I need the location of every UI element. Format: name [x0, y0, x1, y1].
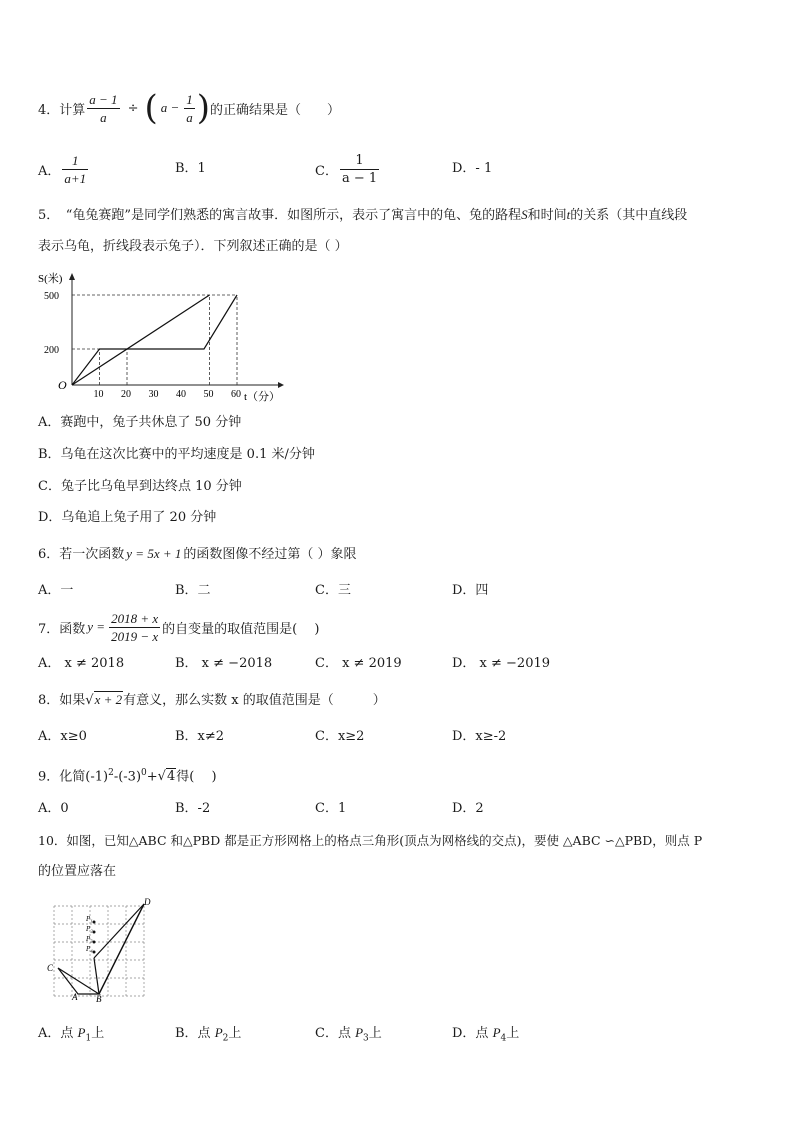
- x-tick-label: 10: [93, 389, 104, 400]
- y-axis-label: S(米): [38, 273, 63, 285]
- question-10-stem-line1: 10．如图，已知△ABC 和△PBD 都是正方形网格上的格点三角形(顶点为网格线的交点)，要使 △ABC ∽△PBD，则点 P: [38, 833, 703, 848]
- q10-option-a[interactable]: A．点 $P_1$上: [38, 1025, 105, 1044]
- tortoise-hare-chart: [36, 268, 286, 404]
- q7-option-c[interactable]: C． x ≠ 2019: [315, 656, 402, 671]
- hare-polyline: [72, 295, 237, 385]
- label-p2: P₂: [86, 925, 93, 933]
- q4-fraction-1: $\frac{a - 1}{a}$: [89, 91, 118, 125]
- q4-option-d[interactable]: D．- 1: [452, 161, 493, 176]
- series-group: [72, 295, 237, 385]
- q5-option-d[interactable]: D．乌龟追上兔子用了 20 分钟: [38, 510, 217, 525]
- point-p2: [93, 931, 96, 934]
- q4-option-a-fraction: $\frac{1}{a+1}$: [64, 152, 87, 186]
- q7-option-d[interactable]: D． x ≠ −2019: [452, 656, 551, 671]
- q4-option-b[interactable]: B．1: [175, 161, 206, 176]
- q6-formula: y = 5x + 1: [126, 546, 182, 561]
- q4-prefix: 4．计算: [38, 102, 86, 118]
- q8-option-d[interactable]: D．x≥-2: [452, 729, 507, 744]
- y-tick-label: 200: [44, 345, 59, 356]
- q4-left-paren: (: [144, 88, 158, 128]
- label-p1: P₁: [86, 915, 93, 923]
- label-b: B: [96, 994, 102, 1002]
- label-p3: P₃: [86, 935, 93, 943]
- q9-sqrt: √4: [157, 769, 176, 785]
- x-tick-label: 20: [121, 389, 131, 400]
- q10-option-d[interactable]: D．点 $P_4$上: [452, 1025, 520, 1044]
- q4-fraction-2: $\frac{1}{a}$: [186, 91, 193, 125]
- triangle-abc: [58, 968, 99, 994]
- question-5-stem-line2: 表示乌龟，折线段表示兔子）．下列叙述正确的是（ ）: [38, 239, 348, 254]
- q8-sqrt: √x + 2: [85, 692, 123, 708]
- x-tick-label: 40: [176, 389, 186, 400]
- segment-bd: [99, 904, 144, 994]
- q7-option-b[interactable]: B． x ≠ −2018: [175, 656, 273, 671]
- question-7-stem: 7．函数 y = $\frac{2018 + x}{2019 - x}$ 的自变量的取值范围是( ): [38, 610, 320, 644]
- q8-option-a[interactable]: A．x≥0: [38, 729, 87, 744]
- q9-option-d[interactable]: D．2: [452, 801, 484, 816]
- q4-option-a[interactable]: A． $\frac{1}{a+1}$: [38, 152, 87, 186]
- q7-fraction: $\frac{2018 + x}{2019 - x}$: [111, 610, 159, 644]
- question-6-stem: 6．若一次函数 y = 5x + 1 的函数图像不经过第（ ）象限: [38, 546, 357, 562]
- segment-bp: [94, 958, 99, 994]
- q6-option-a[interactable]: A．一: [38, 583, 74, 598]
- q9-option-a[interactable]: A．0: [38, 801, 69, 816]
- point-p3: [93, 941, 96, 944]
- y-axis-arrow: [69, 273, 75, 280]
- question-10-stem-line2: 的位置应落在: [38, 864, 117, 879]
- q4-divide-sign: ÷: [127, 100, 139, 116]
- question-9-stem: 9．化简$(-1)^2-(-3)^0+√4$得( ): [38, 768, 217, 785]
- label-p4: P₄: [86, 945, 93, 953]
- point-p1: [93, 921, 96, 924]
- grid-triangle-figure: [44, 896, 156, 1002]
- q4-suffix: 的正确结果是（ ）: [210, 102, 341, 118]
- y-tick-label: 500: [44, 291, 59, 302]
- q10-option-c[interactable]: C．点 $P_3$上: [315, 1025, 382, 1044]
- q4-right-paren: ): [196, 88, 211, 128]
- label-d: D: [144, 897, 151, 907]
- x-axis-arrow: [278, 382, 284, 388]
- question-8-stem: 8．如果√x + 2有意义，那么实数 x 的取值范围是（ ）: [38, 692, 386, 708]
- q6-option-b[interactable]: B．二: [175, 583, 211, 598]
- q10-option-b[interactable]: B．点 $P_2$上: [175, 1025, 242, 1044]
- q4-option-c-fraction: $\frac{1}{a - 1}$: [341, 152, 378, 186]
- segment-pd: [94, 904, 144, 958]
- tortoise-line: [72, 295, 210, 385]
- q5-option-b[interactable]: B．乌龟在这次比赛中的平均速度是 0.1 米/分钟: [38, 447, 315, 462]
- x-tick-label: 50: [203, 389, 214, 400]
- q4-option-c[interactable]: C． $\frac{1}{a - 1}$: [315, 152, 378, 186]
- question-5-stem-line1: 5． “龟兔赛跑”是同学们熟悉的寓言故事．如图所示，表示了寓言中的龟、兔的路程S和时间t的关系（其中直线段: [38, 207, 688, 223]
- q6-option-c[interactable]: C．三: [315, 583, 351, 598]
- guide-lines: [72, 295, 237, 385]
- label-c: C: [47, 963, 54, 973]
- figure-grid: [54, 906, 144, 996]
- origin-label: O: [58, 378, 67, 392]
- x-tick-label: 30: [148, 389, 159, 400]
- q8-option-b[interactable]: B．x≠2: [175, 729, 225, 744]
- question-4-stem: [38, 86, 340, 130]
- point-p4: [93, 951, 96, 954]
- x-tick-label: 60: [231, 389, 241, 400]
- q8-option-c[interactable]: C．x≥2: [315, 729, 365, 744]
- q9-option-c[interactable]: C．1: [315, 801, 347, 816]
- q7-option-a[interactable]: A． x ≠ 2018: [38, 656, 125, 671]
- x-axis-label: t（分）: [244, 391, 281, 403]
- label-a: A: [72, 992, 78, 1002]
- q5-option-a[interactable]: A．赛跑中，兔子共休息了 50 分钟: [38, 415, 242, 430]
- q6-option-d[interactable]: D．四: [452, 583, 489, 598]
- q9-option-b[interactable]: B．-2: [175, 801, 211, 816]
- q4-inner-a: a −: [160, 100, 180, 115]
- q5-option-c[interactable]: C．兔子比乌龟早到达终点 10 分钟: [38, 479, 242, 494]
